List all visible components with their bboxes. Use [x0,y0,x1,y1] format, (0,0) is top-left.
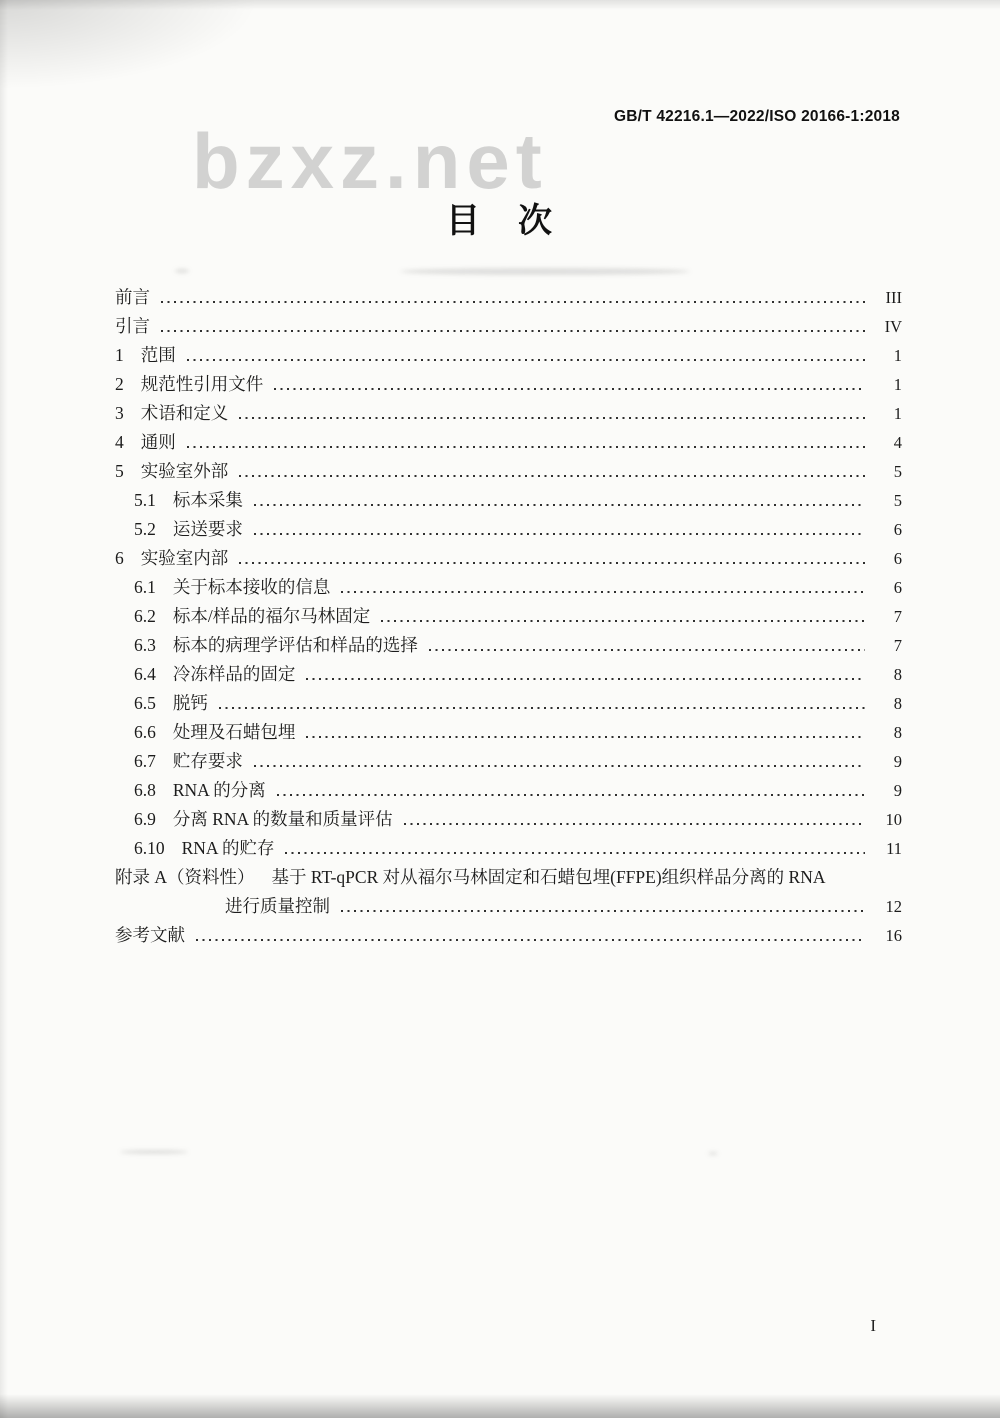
toc-entry [115,632,902,661]
toc-entry [115,835,902,864]
toc-entry-page: 6 [893,520,902,539]
toc-entry-title: 参考文献 [115,925,185,945]
toc-entry-number: 1 [115,345,124,365]
toc-entry-title: 标本的病理学评估和样品的选择 [172,635,418,655]
dot-leader [274,388,865,390]
dot-leader [254,533,865,535]
toc-entry-page: 11 [886,839,902,858]
toc-entry-title: 贮存要求 [172,751,243,771]
toc-entry-number: 6.4 [134,664,156,684]
toc-entry [115,777,902,806]
toc-entry-page: 12 [885,897,902,916]
toc-entry-number: 6.5 [134,693,156,713]
toc-entry-number: 3 [115,403,124,423]
scan-artifact [120,1150,188,1154]
toc-entry-page: 7 [893,607,902,626]
toc-entry-title: 通则 [140,432,176,452]
toc-entry [115,342,902,371]
table-of-contents [115,284,902,951]
dot-leader [254,504,865,506]
scan-artifact [175,269,189,273]
toc-entry [115,661,902,690]
toc-entry-title: 运送要求 [172,519,243,539]
toc-entry-number: 5.2 [134,519,156,539]
toc-entry-page: 16 [885,926,902,945]
toc-entry-title: 实验室外部 [140,461,229,481]
toc-list [115,284,902,864]
toc-entry-title: 进行质量控制 [225,896,330,916]
toc-entry-number: 6.10 [134,838,165,858]
toc-entry-page: 9 [893,752,902,771]
toc-entry-title: 引言 [115,316,150,336]
toc-entry-page: 10 [885,810,902,829]
scan-shading-bottom [0,1394,1000,1418]
toc-entry-title: 标本/样品的福尔马林固定 [172,606,371,626]
toc-entry-title: 分离 RNA 的数量和质量评估 [172,809,393,829]
toc-entry-appendix [115,864,902,893]
dot-leader [161,330,865,332]
toc-entry-page: 8 [893,694,902,713]
toc-entry-title: 实验室内部 [140,548,229,568]
dot-leader [341,910,865,912]
dot-leader [404,823,865,825]
toc-entry [115,574,902,603]
toc-entry-number: 2 [115,374,124,394]
toc-entry [115,371,902,400]
dot-leader [219,707,865,709]
scan-artifact [708,1152,718,1155]
dot-leader [277,794,865,796]
folio-page-number: I [870,1316,876,1335]
toc-entry-title: 关于标本接收的信息 [172,577,331,597]
toc-entry [115,603,902,632]
toc-entry-page: 5 [893,462,902,481]
toc-entry-page: IV [884,317,902,336]
toc-entry [115,487,902,516]
dot-leader [196,939,865,941]
toc-entry-title: 冷冻样品的固定 [172,664,296,684]
toc-entry-title: RNA 的分离 [172,780,266,800]
toc-entry-number: 6 [115,548,124,568]
dot-leader [285,852,865,854]
scan-shading-top-left [0,0,260,90]
toc-entry-number: 6.6 [134,722,156,742]
toc-entry [115,516,902,545]
toc-entry-page: 8 [893,723,902,742]
dot-leader [239,417,865,419]
toc-entry-number: 6.9 [134,809,156,829]
toc-entry-references [115,922,902,951]
toc-entry-title: 处理及石蜡包埋 [172,722,296,742]
toc-entry [115,719,902,748]
toc-entry-page: 6 [893,578,902,597]
toc-entry-page: 1 [893,404,902,423]
standard-number: GB/T 42216.1—2022/ISO 20166-1:2018 [614,108,900,125]
dot-leader [161,301,865,303]
dot-leader [429,649,865,651]
toc-entry [115,313,902,342]
dot-leader [254,765,865,767]
dot-leader [341,591,865,593]
toc-entry [115,400,902,429]
toc-entry-title: 脱钙 [172,693,208,713]
toc-entry-number: 6.2 [134,606,156,626]
dot-leader [239,562,865,564]
dot-leader [381,620,865,622]
toc-entry-number: 6.7 [134,751,156,771]
toc-entry-page: 4 [893,433,902,452]
toc-entry [115,284,902,313]
dot-leader [306,736,865,738]
dot-leader [187,446,865,448]
toc-entry-appendix-continued [115,893,902,922]
toc-entry-page: III [885,288,902,307]
toc-entry-number: 6.1 [134,577,156,597]
toc-entry [115,545,902,574]
toc-entry [115,429,902,458]
toc-entry-title: 标本采集 [172,490,243,510]
toc-entry-page: 9 [893,781,902,800]
scan-artifact [400,268,690,275]
toc-entry-title: 规范性引用文件 [140,374,264,394]
toc-entry-page: 6 [893,549,902,568]
toc-entry [115,748,902,777]
scan-shading-top [0,0,1000,10]
toc-entry-page: 5 [893,491,902,510]
dot-leader [239,475,865,477]
toc-entry-number: 6.3 [134,635,156,655]
toc-entry-number: 5 [115,461,124,481]
page-title: 目 次 [446,203,554,240]
toc-entry-title: RNA 的贮存 [181,838,275,858]
toc-entry-number: 5.1 [134,490,156,510]
dot-leader [187,359,865,361]
toc-entry-page: 1 [893,346,902,365]
toc-entry-title: 范围 [140,345,176,365]
toc-entry [115,690,902,719]
toc-entry-number: 6.8 [134,780,156,800]
toc-entry-number: 4 [115,432,124,452]
toc-entry-title: 术语和定义 [140,403,229,423]
toc-entry-number: 附录 A（资料性） [115,867,255,887]
toc-entry-title: 前言 [115,287,150,307]
toc-entry-page: 8 [893,665,902,684]
toc-entry [115,458,902,487]
toc-entry-page: 7 [893,636,902,655]
toc-entry [115,806,902,835]
watermark: bzxz.net [192,117,548,205]
toc-entry-page: 1 [893,375,902,394]
toc-entry-title: 基于 RT-qPCR 对从福尔马林固定和石蜡包埋(FFPE)组织样品分离的 RNA [271,867,826,887]
dot-leader [306,678,865,680]
